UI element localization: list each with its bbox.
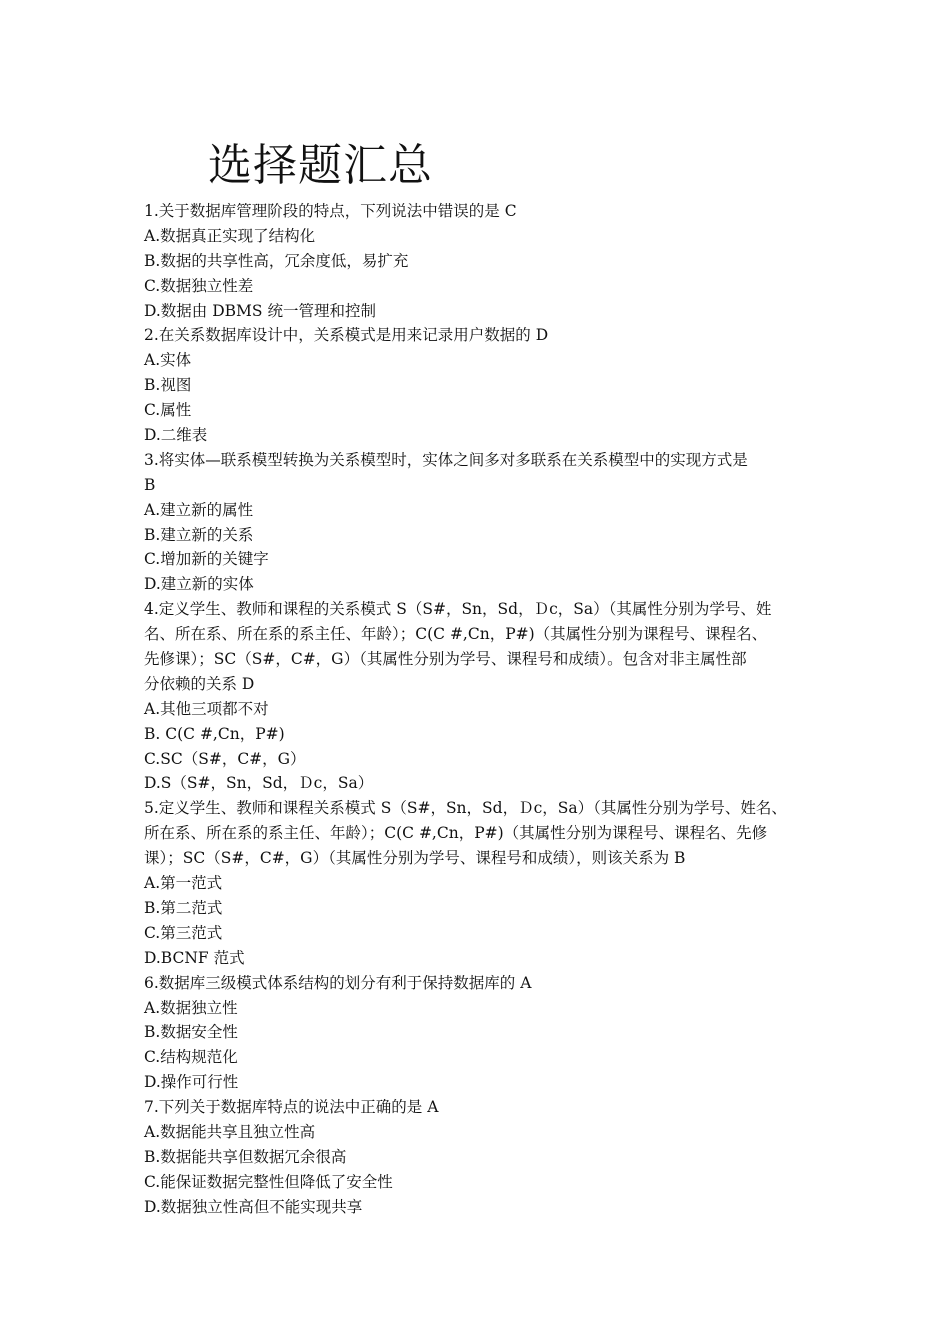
answer-option: A.数据真正实现了结构化 bbox=[144, 226, 316, 245]
answer-option: A.建立新的属性 bbox=[144, 500, 254, 519]
answer-option: D.S（S#，Sn，Sd，Ｄc，Sa） bbox=[144, 774, 374, 793]
question-text-continuation: 所在系、所在系的系主任、年龄）；C(C #,Cn，P#)（其属性分别为课程号、课程名、先修 bbox=[144, 824, 768, 843]
question-text: 2.在关系数据库设计中，关系模式是用来记录用户数据的 D bbox=[144, 326, 549, 345]
page-title: 选择题汇总 bbox=[208, 140, 433, 191]
answer-option: C.第三范式 bbox=[144, 923, 223, 942]
answer-option: D.操作可行性 bbox=[144, 1073, 239, 1092]
answer-option: D.数据独立性高但不能实现共享 bbox=[144, 1197, 363, 1216]
answer-option: B.数据能共享但数据冗余很高 bbox=[144, 1147, 347, 1166]
answer-option: B.第二范式 bbox=[144, 898, 223, 917]
answer-option: D.建立新的实体 bbox=[144, 575, 254, 594]
question-text: 5.定义学生、教师和课程关系模式 S（S#，Sn，Sd，Ｄc，Sa）（其属性分别为学号、姓名、 bbox=[144, 799, 787, 818]
answer-option: C.数据独立性差 bbox=[144, 276, 254, 295]
question-text-continuation: 课）；SC（S#，C#，G）（其属性分别为学号、课程号和成绩），则该关系为 B bbox=[144, 849, 686, 868]
answer-option: A.数据独立性 bbox=[144, 998, 238, 1017]
answer-option: D.BCNF 范式 bbox=[144, 948, 245, 967]
answer-option: A.第一范式 bbox=[144, 874, 223, 893]
question-text: 4.定义学生、教师和课程的关系模式 S（S#，Sn，Sd，Ｄc，Sa）（其属性分别为学号、姓 bbox=[144, 600, 772, 619]
answer-option: C.增加新的关键字 bbox=[144, 550, 269, 569]
question-text-continuation: 分依赖的关系 D bbox=[144, 674, 255, 693]
answer-option: D.二维表 bbox=[144, 426, 208, 445]
question-list bbox=[144, 199, 816, 1220]
answer-option: B.视图 bbox=[144, 376, 192, 395]
answer-option: C.属性 bbox=[144, 401, 192, 420]
answer-option: A.实体 bbox=[144, 351, 192, 370]
answer-option: D.数据由 DBMS 统一管理和控制 bbox=[144, 301, 376, 320]
question-text: 7.下列关于数据库特点的说法中正确的是 A bbox=[144, 1098, 439, 1117]
question-text: 6.数据库三级模式体系结构的划分有利于保持数据库的 A bbox=[144, 973, 532, 992]
answer-option: B.数据安全性 bbox=[144, 1023, 238, 1042]
answer-option: B.建立新的关系 bbox=[144, 525, 254, 544]
question-text-continuation: 名、所在系、所在系的系主任、年龄）；C(C #,Cn，P#)（其属性分别为课程号、课程名、 bbox=[144, 625, 768, 644]
answer-option: C.结构规范化 bbox=[144, 1048, 238, 1067]
question-text-continuation: 先修课）；SC（S#，C#，G）（其属性分别为学号、课程号和成绩）。包含对非主属性部 bbox=[144, 650, 747, 669]
answer-option: A.数据能共享且独立性高 bbox=[144, 1122, 316, 1141]
answer-option: B. C(C #,Cn，P#) bbox=[144, 724, 285, 743]
answer-option: C.能保证数据完整性但降低了安全性 bbox=[144, 1172, 393, 1191]
question-text: 3.将实体—联系模型转换为关系模型时，实体之间多对多联系在关系模型中的实现方式是 bbox=[144, 450, 748, 469]
answer-option: A.其他三项都不对 bbox=[144, 699, 269, 718]
question-text: 1.关于数据库管理阶段的特点，下列说法中错误的是 C bbox=[144, 202, 517, 220]
answer-option: C.SC（S#，C#，G） bbox=[144, 749, 306, 768]
answer-option: B.数据的共享性高，冗余度低，易扩充 bbox=[144, 251, 409, 270]
question-text-continuation: B bbox=[144, 475, 156, 494]
